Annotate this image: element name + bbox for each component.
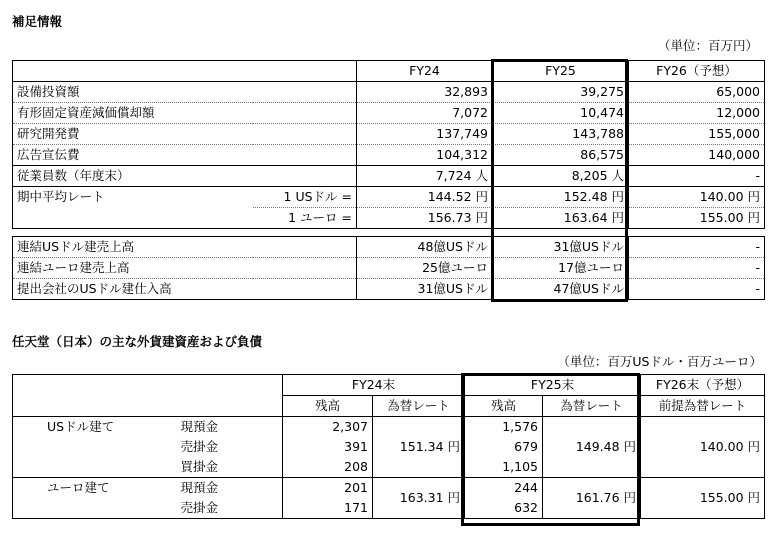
cell-fy26: 12,000	[629, 103, 765, 124]
cell-fy25: 86,575	[493, 145, 629, 166]
table-row	[13, 103, 765, 124]
item-label: 現預金	[177, 417, 283, 438]
cell-fy26-rate: 140.00 円	[641, 417, 765, 478]
cell-fy25: 47億USドル	[493, 279, 629, 300]
cell-fy24: 144.52 円	[357, 187, 493, 208]
row-label: 期中平均レート	[13, 187, 253, 208]
cell-fy24: 7,072	[357, 103, 493, 124]
cell-fy25: 17億ユーロ	[493, 258, 629, 279]
table-row	[13, 208, 765, 229]
cell-fy24: 156.73 円	[357, 208, 493, 229]
fx-group-header-row	[13, 375, 765, 396]
cell-fy25: 39,275	[493, 82, 629, 103]
subheader-rate: 為替レート	[543, 396, 641, 417]
cell-fy24: 32,893	[357, 82, 493, 103]
cell-fy24: 137,749	[357, 124, 493, 145]
cell-fy26: -	[629, 166, 765, 187]
header-fy26-end: FY26末（予想）	[641, 375, 765, 396]
cell-fy25: 31億USドル	[493, 237, 629, 258]
header-fy25: FY25	[493, 61, 629, 82]
cell-fy24: 7,724 人	[357, 166, 493, 187]
cell-fy26-rate: 155.00 円	[641, 478, 765, 519]
row-label: 広告宣伝費	[13, 145, 253, 166]
header-fy25-end: FY25末	[465, 375, 641, 396]
supplemental-unit: （単位：百万円）	[657, 38, 758, 53]
cell-fy25: 8,205 人	[493, 166, 629, 187]
cell-fy24-rate: 163.31 円	[373, 478, 465, 519]
cell-fy25: 10,474	[493, 103, 629, 124]
cell-fy26: -	[629, 258, 765, 279]
cell-fy24: 104,312	[357, 145, 493, 166]
row-sublabel: 1 ユーロ =	[253, 208, 357, 229]
cell-fy25-rate: 149.48 円	[543, 417, 641, 478]
cell-fy26: 140,000	[629, 145, 765, 166]
fx-title: 任天堂（日本）の主な外貨建資産および負債	[12, 334, 263, 349]
cell-fy25-balance: 632	[465, 498, 543, 519]
cell-fy24: 48億USドル	[357, 237, 493, 258]
row-sublabel: 1 USドル =	[253, 187, 357, 208]
table-row	[13, 145, 765, 166]
cell-fy26: 155,000	[629, 124, 765, 145]
row-label: 提出会社のUSドル建仕入高	[13, 279, 253, 300]
header-fy24-end: FY24末	[283, 375, 465, 396]
sales-currency-table	[12, 236, 765, 300]
header-fy24: FY24	[357, 61, 493, 82]
row-label: 連結USドル建売上高	[13, 237, 253, 258]
table-row	[13, 237, 765, 258]
cell-fy25-balance: 1,105	[465, 457, 543, 478]
cell-fy25: 163.64 円	[493, 208, 629, 229]
cell-fy24-balance: 391	[283, 437, 373, 457]
subheader-rate: 為替レート	[373, 396, 465, 417]
cell-fy26: 140.00 円	[629, 187, 765, 208]
table-row	[13, 187, 765, 208]
currency-label: USドル建て	[13, 417, 177, 438]
table-row	[13, 166, 765, 187]
cell-fy24-balance: 171	[283, 498, 373, 519]
cell-fy26: -	[629, 237, 765, 258]
row-label: 設備投資額	[13, 82, 253, 103]
row-sublabel	[253, 124, 357, 145]
header-fy26: FY26（予想）	[629, 61, 765, 82]
cell-fy25: 143,788	[493, 124, 629, 145]
row-label: 従業員数（年度末）	[13, 166, 253, 187]
cell-fy26: 155.00 円	[629, 208, 765, 229]
row-label: 有形固定資産減価償却額	[13, 103, 253, 124]
subheader-balance: 残高	[465, 396, 543, 417]
cell-fy25-balance: 679	[465, 437, 543, 457]
subheader-assumed-rate: 前提為替レート	[641, 396, 765, 417]
cell-fy26: 65,000	[629, 82, 765, 103]
item-label: 買掛金	[177, 457, 283, 478]
table-row	[13, 82, 765, 103]
row-label	[13, 208, 253, 229]
currency-label: ユーロ建て	[13, 478, 177, 499]
cell-fy25-balance: 244	[465, 478, 543, 499]
fx-table	[12, 374, 765, 519]
cell-fy24: 31億USドル	[357, 279, 493, 300]
fx-unit: （単位：百万USドル・百万ユーロ）	[557, 354, 762, 369]
table-row	[13, 478, 765, 499]
table-row	[13, 258, 765, 279]
supplemental-title: 補足情報	[12, 14, 63, 29]
fx-sub-header-row	[13, 396, 765, 417]
cell-fy24: 25億ユーロ	[357, 258, 493, 279]
cell-fy25-rate: 161.76 円	[543, 478, 641, 519]
subheader-balance: 残高	[283, 396, 373, 417]
item-label: 売掛金	[177, 437, 283, 457]
cell-fy24-rate: 151.34 円	[373, 417, 465, 478]
cell-fy24-balance: 2,307	[283, 417, 373, 438]
row-sublabel	[253, 145, 357, 166]
row-sublabel	[253, 103, 357, 124]
cell-fy25: 152.48 円	[493, 187, 629, 208]
supplemental-table	[12, 60, 765, 229]
row-label: 研究開発費	[13, 124, 253, 145]
row-label: 連結ユーロ建売上高	[13, 258, 253, 279]
row-sublabel	[253, 82, 357, 103]
cell-fy24-balance: 208	[283, 457, 373, 478]
table-row	[13, 417, 765, 438]
table-row	[13, 124, 765, 145]
item-label: 売掛金	[177, 498, 283, 519]
table-row	[13, 279, 765, 300]
header-row	[13, 61, 765, 82]
cell-fy26: -	[629, 279, 765, 300]
item-label: 現預金	[177, 478, 283, 499]
row-sublabel	[253, 166, 357, 187]
cell-fy25-balance: 1,576	[465, 417, 543, 438]
cell-fy24-balance: 201	[283, 478, 373, 499]
